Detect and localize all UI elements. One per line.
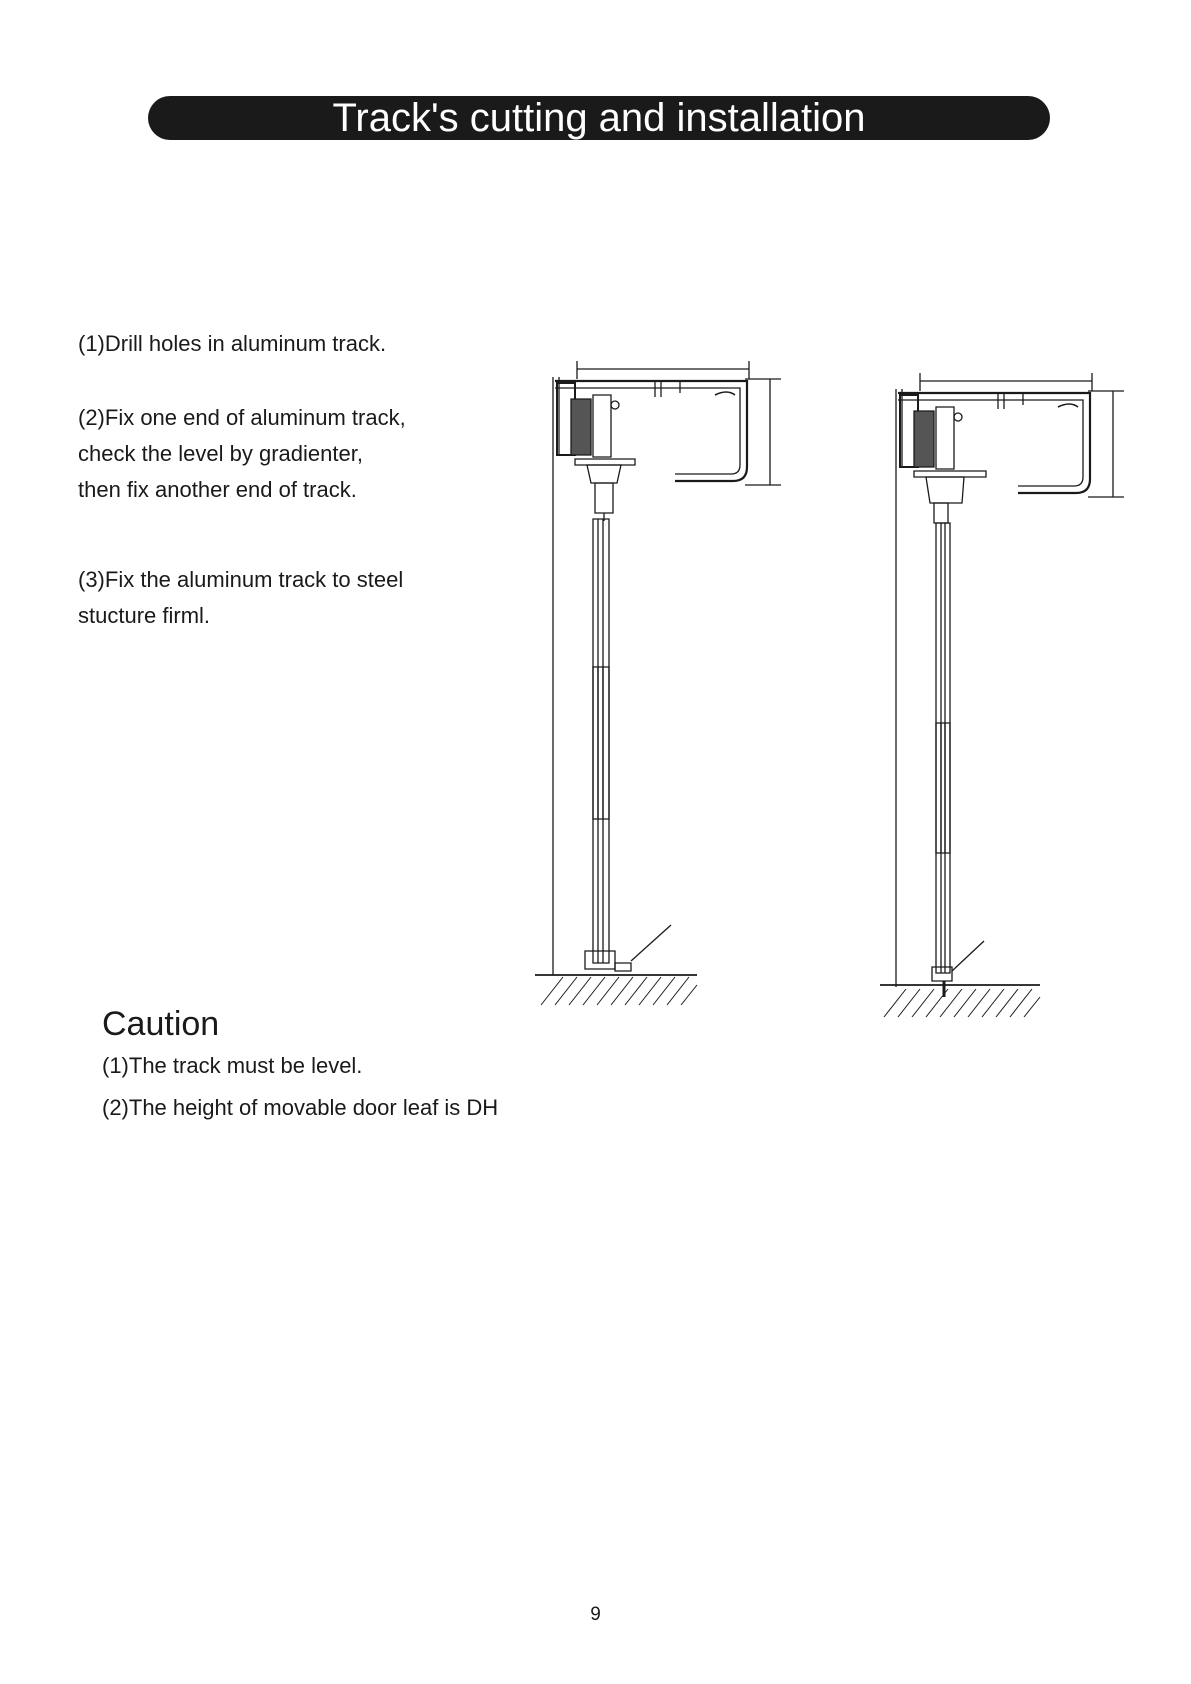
track-installation-drawing-right <box>880 367 1130 1057</box>
step-1-line-1: (1)Drill holes in aluminum track. <box>78 331 387 356</box>
step-2-text <box>78 400 406 508</box>
step-3-text <box>78 562 403 634</box>
page-title-banner <box>148 96 1050 140</box>
step-2-line-1: (2)Fix one end of aluminum track, <box>78 405 406 430</box>
caution-heading: Caution <box>102 1005 220 1043</box>
page-title: Track's cutting and installation <box>332 96 866 140</box>
step-2-line-3: then fix another end of track. <box>78 477 357 502</box>
caution-item-1: (1)The track must be level. <box>102 1053 363 1078</box>
step-2-line-2: check the level by gradienter, <box>78 441 363 466</box>
track-installation-drawing-left <box>535 355 785 1045</box>
step-3-line-1: (3)Fix the aluminum track to steel <box>78 567 404 592</box>
caution-item-2: (2)The height of movable door leaf is DH <box>102 1095 499 1120</box>
page-number: 9 <box>590 1604 601 1625</box>
step-3-line-2: stucture firml. <box>78 603 211 628</box>
step-1-text <box>78 326 386 362</box>
